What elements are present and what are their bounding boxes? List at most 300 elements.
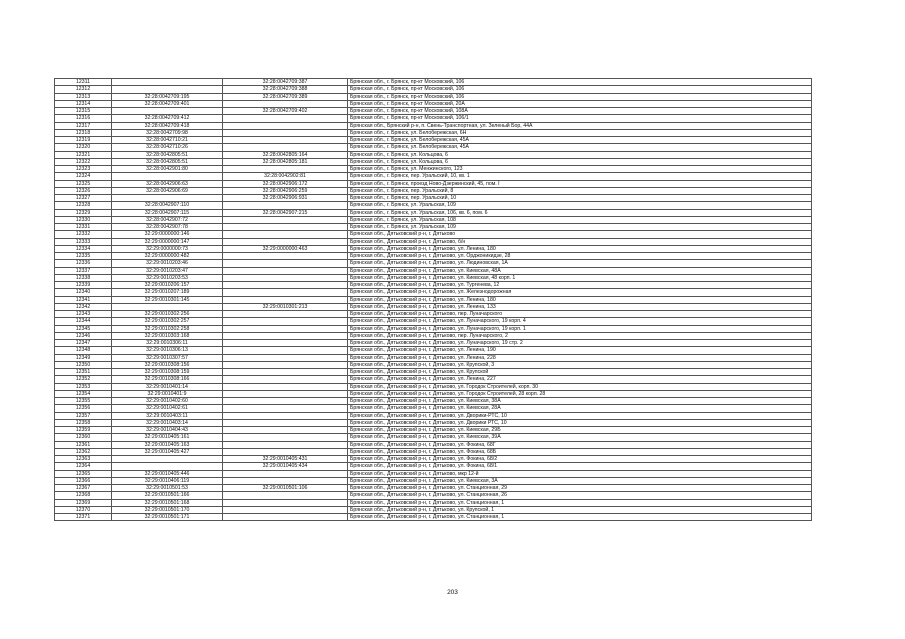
address-cell: Брянская обл., Дятьковский р-н, г. Дятьково, ул. Ленина, 180 bbox=[348, 245, 812, 252]
row-number-cell: 12356 bbox=[55, 405, 112, 412]
cadastral-number-cell: 32:29:0010501:53 bbox=[112, 485, 223, 492]
cadastral-number-cell: 32:29:0010403:11 bbox=[112, 412, 223, 419]
row-number-cell: 12321 bbox=[55, 151, 112, 158]
row-number-cell: 12353 bbox=[55, 383, 112, 390]
address-cell: Брянская обл., Дятьковский р-н, г. Дятьково, ул. Городок Строителей, корп. 30 bbox=[348, 383, 812, 390]
cadastral-number-cell: 32:28:0042710:21 bbox=[112, 137, 223, 144]
table-row bbox=[55, 238, 812, 245]
related-cadastral-number-cell bbox=[223, 325, 348, 332]
cadastral-number-cell bbox=[112, 108, 223, 115]
cadastral-number-cell: 32:29:0010405:446 bbox=[112, 470, 223, 477]
table-row bbox=[55, 245, 812, 252]
table-row bbox=[55, 274, 812, 281]
related-cadastral-number-cell bbox=[223, 383, 348, 390]
related-cadastral-number-cell bbox=[223, 115, 348, 122]
related-cadastral-number-cell bbox=[223, 347, 348, 354]
related-cadastral-number-cell bbox=[223, 289, 348, 296]
table-row bbox=[55, 231, 812, 238]
related-cadastral-number-cell bbox=[223, 412, 348, 419]
table-row bbox=[55, 137, 812, 144]
address-cell: Брянская обл., Дятьковский р-н, г. Дятьково, ул. Ленина, 228 bbox=[348, 354, 812, 361]
cadastral-number-cell: 32:29:0010203:53 bbox=[112, 274, 223, 281]
address-cell: Брянская обл., г. Брянск, пер. Уральский, 10 bbox=[348, 195, 812, 202]
cadastral-number-cell bbox=[112, 463, 223, 470]
row-number-cell: 12368 bbox=[55, 492, 112, 499]
table-row bbox=[55, 129, 812, 136]
related-cadastral-number-cell bbox=[223, 361, 348, 368]
related-cadastral-number-cell bbox=[223, 216, 348, 223]
address-cell: Брянская обл., Брянский р-н, п. Свень-Транспортная, ул. Зеленый Бор, 44А bbox=[348, 122, 812, 129]
row-number-cell: 12339 bbox=[55, 282, 112, 289]
row-number-cell: 12362 bbox=[55, 448, 112, 455]
address-cell: Брянская обл., Дятьковский р-н, г. Дятьково, ул. Дворики РТС, 10 bbox=[348, 419, 812, 426]
row-number-cell: 12330 bbox=[55, 216, 112, 223]
table-row bbox=[55, 151, 812, 158]
cadastral-number-cell: 32:29:0010402:61 bbox=[112, 405, 223, 412]
related-cadastral-number-cell bbox=[223, 144, 348, 151]
row-number-cell: 12318 bbox=[55, 129, 112, 136]
related-cadastral-number-cell: 32:28:0042902:81 bbox=[223, 173, 348, 180]
cadastral-number-cell: 32:29:0010308:159 bbox=[112, 369, 223, 376]
row-number-cell: 12351 bbox=[55, 369, 112, 376]
table-row bbox=[55, 332, 812, 339]
row-number-cell: 12366 bbox=[55, 477, 112, 484]
table-row bbox=[55, 260, 812, 267]
table-row bbox=[55, 463, 812, 470]
cadastral-number-cell: 32:29:0000000:73 bbox=[112, 245, 223, 252]
address-cell: Брянская обл., Дятьковский р-н, г. Дятьково, ул. Луначарского, 19 корп. 4 bbox=[348, 318, 812, 325]
table-row bbox=[55, 456, 812, 463]
row-number-cell: 12355 bbox=[55, 398, 112, 405]
address-cell: Брянская обл., Дятьковский р-н, г. Дятьково, мкр 12-й bbox=[348, 470, 812, 477]
cadastral-number-cell: 32:29:0010207:189 bbox=[112, 289, 223, 296]
address-cell: Брянская обл., Дятьковский р-н, г. Дятьково, ул. Киевская, 48А bbox=[348, 267, 812, 274]
cadastral-number-cell: 32:28:0042709:195 bbox=[112, 93, 223, 100]
address-cell: Брянская обл., Дятьковский р-н, г. Дятьково, ул. Киевская, 39А bbox=[348, 434, 812, 441]
address-cell: Брянская обл., г. Брянск, ул. Уральская, 109 bbox=[348, 202, 812, 209]
cadastral-number-cell: 32:29:0010501:171 bbox=[112, 514, 223, 521]
cadastral-number-cell bbox=[112, 195, 223, 202]
address-cell: Брянская обл., Дятьковский р-н, г. Дятьково, ул. Ленина, 190 bbox=[348, 347, 812, 354]
related-cadastral-number-cell bbox=[223, 100, 348, 107]
address-cell: Брянская обл., Дятьковский р-н, г. Дятьково, ул. Тургенева, 12 bbox=[348, 282, 812, 289]
related-cadastral-number-cell bbox=[223, 340, 348, 347]
related-cadastral-number-cell bbox=[223, 137, 348, 144]
table-row bbox=[55, 369, 812, 376]
address-cell: Брянская обл., Дятьковский р-н, г. Дятьково, ул. Станционная, 1 bbox=[348, 514, 812, 521]
cadastral-number-cell: 32:29:0010206:157 bbox=[112, 282, 223, 289]
table-row bbox=[55, 79, 812, 86]
cadastral-number-cell: 32:29:0000000:146 bbox=[112, 231, 223, 238]
related-cadastral-number-cell bbox=[223, 477, 348, 484]
related-cadastral-number-cell: 32:28:0042709:389 bbox=[223, 93, 348, 100]
cadastral-number-cell: 32:29:0010307:57 bbox=[112, 354, 223, 361]
related-cadastral-number-cell bbox=[223, 506, 348, 513]
table-row bbox=[55, 361, 812, 368]
table-row bbox=[55, 195, 812, 202]
cadastral-number-cell: 32:29:0010501:168 bbox=[112, 499, 223, 506]
cadastral-number-cell: 32:28:0042710:26 bbox=[112, 144, 223, 151]
cadastral-number-cell: 32:29:0010306:13 bbox=[112, 347, 223, 354]
address-cell: Брянская обл., г. Брянск, пр-кт Московский, 20А bbox=[348, 100, 812, 107]
address-cell: Брянская обл., Дятьковский р-н, г. Дятьково, ул. Крупской, 3 bbox=[348, 361, 812, 368]
cadastral-number-cell: 32:29:0010405:427 bbox=[112, 448, 223, 455]
address-cell: Брянская обл., Дятьковский р-н, г. Дятьково, ул. Крупской bbox=[348, 369, 812, 376]
row-number-cell: 12357 bbox=[55, 412, 112, 419]
cadastral-number-cell: 32:28:0042906:69 bbox=[112, 187, 223, 194]
table-row bbox=[55, 470, 812, 477]
row-number-cell: 12360 bbox=[55, 434, 112, 441]
related-cadastral-number-cell: 32:29:0010405:431 bbox=[223, 456, 348, 463]
related-cadastral-number-cell bbox=[223, 448, 348, 455]
table-row bbox=[55, 390, 812, 397]
address-cell: Брянская обл., г. Брянск, пр-кт Московский, 108А bbox=[348, 108, 812, 115]
table-row bbox=[55, 318, 812, 325]
related-cadastral-number-cell bbox=[223, 419, 348, 426]
row-number-cell: 12313 bbox=[55, 93, 112, 100]
related-cadastral-number-cell bbox=[223, 260, 348, 267]
address-cell: Брянская обл., г. Брянск, пр-кт Московский, 106 bbox=[348, 79, 812, 86]
related-cadastral-number-cell bbox=[223, 427, 348, 434]
table-row bbox=[55, 492, 812, 499]
table-row bbox=[55, 202, 812, 209]
address-cell: Брянская обл., Дятьковский р-н, г. Дятьково, ул. Ленина, 180 bbox=[348, 296, 812, 303]
related-cadastral-number-cell bbox=[223, 311, 348, 318]
row-number-cell: 12348 bbox=[55, 347, 112, 354]
related-cadastral-number-cell: 32:28:0042709:387 bbox=[223, 79, 348, 86]
table-row bbox=[55, 376, 812, 383]
table-row bbox=[55, 173, 812, 180]
table-row bbox=[55, 187, 812, 194]
table-row bbox=[55, 282, 812, 289]
table-row bbox=[55, 296, 812, 303]
related-cadastral-number-cell: 32:29:0010405:434 bbox=[223, 463, 348, 470]
row-number-cell: 12325 bbox=[55, 180, 112, 187]
cadastral-number-cell bbox=[112, 173, 223, 180]
related-cadastral-number-cell: 32:28:0042709:388 bbox=[223, 86, 348, 93]
cadastral-number-cell: 32:29:0010501:170 bbox=[112, 506, 223, 513]
related-cadastral-number-cell bbox=[223, 296, 348, 303]
related-cadastral-number-cell bbox=[223, 390, 348, 397]
row-number-cell: 12317 bbox=[55, 122, 112, 129]
address-cell: Брянская обл., Дятьковский р-н, г. Дятьково, ул. Киевская, 38А bbox=[348, 398, 812, 405]
table-row bbox=[55, 289, 812, 296]
table-row bbox=[55, 499, 812, 506]
address-cell: Брянская обл., Дятьковский р-н, г. Дятьково, пер. Луначарского, 2 bbox=[348, 332, 812, 339]
table-row bbox=[55, 122, 812, 129]
row-number-cell: 12338 bbox=[55, 274, 112, 281]
related-cadastral-number-cell bbox=[223, 202, 348, 209]
address-cell: Брянская обл., г. Брянск, ул. Уральская, 106, кв. 6, пом. 6 bbox=[348, 209, 812, 216]
related-cadastral-number-cell: 32:28:0042709:402 bbox=[223, 108, 348, 115]
cadastral-number-cell: 32:28:0042709:401 bbox=[112, 100, 223, 107]
row-number-cell: 12327 bbox=[55, 195, 112, 202]
table-row bbox=[55, 485, 812, 492]
cadastral-number-cell: 32:29:0010401:14 bbox=[112, 383, 223, 390]
related-cadastral-number-cell bbox=[223, 318, 348, 325]
row-number-cell: 12328 bbox=[55, 202, 112, 209]
cadastral-number-cell: 32:28:0042709:418 bbox=[112, 122, 223, 129]
row-number-cell: 12365 bbox=[55, 470, 112, 477]
address-cell: Брянская обл., Дятьковский р-н, г. Дятьково, б/н bbox=[348, 238, 812, 245]
row-number-cell: 12370 bbox=[55, 506, 112, 513]
row-number-cell: 12347 bbox=[55, 340, 112, 347]
address-cell: Брянская обл., Дятьковский р-н, г. Дятьково, ул. Станционная, 26 bbox=[348, 492, 812, 499]
related-cadastral-number-cell: 32:28:0042805:164 bbox=[223, 151, 348, 158]
cadastral-number-cell: 32:29:0010302:257 bbox=[112, 318, 223, 325]
cadastral-number-cell: 32:29:0010404:43 bbox=[112, 427, 223, 434]
table-row bbox=[55, 115, 812, 122]
cadastral-number-cell: 32:29:0010405:163 bbox=[112, 441, 223, 448]
related-cadastral-number-cell: 32:28:0042906:931 bbox=[223, 195, 348, 202]
cadastral-number-cell bbox=[112, 456, 223, 463]
address-cell: Брянская обл., Дятьковский р-н, г. Дятьково, ул. Киевская, 28А bbox=[348, 405, 812, 412]
related-cadastral-number-cell bbox=[223, 441, 348, 448]
table-row bbox=[55, 325, 812, 332]
cadastral-number-cell: 32:29:0000000:482 bbox=[112, 253, 223, 260]
table-row bbox=[55, 427, 812, 434]
cadastral-number-cell: 32:29:0010308:166 bbox=[112, 376, 223, 383]
address-cell: Брянская обл., г. Брянск, ул. Белобережская, 45А bbox=[348, 144, 812, 151]
cadastral-number-cell: 32:29:0010501:166 bbox=[112, 492, 223, 499]
address-cell: Брянская обл., Дятьковский р-н, г. Дятьково, ул. Фокина, 68Б bbox=[348, 448, 812, 455]
cadastral-number-cell bbox=[112, 86, 223, 93]
cadastral-number-cell: 32:29:0010302:256 bbox=[112, 311, 223, 318]
table-row bbox=[55, 166, 812, 173]
cadastral-number-cell: 32:29:0010302:258 bbox=[112, 325, 223, 332]
related-cadastral-number-cell bbox=[223, 224, 348, 231]
row-number-cell: 12335 bbox=[55, 253, 112, 260]
table-row bbox=[55, 209, 812, 216]
address-cell: Брянская обл., г. Брянск, ул. Кольцова, 6 bbox=[348, 151, 812, 158]
related-cadastral-number-cell: 32:28:0042906:172 bbox=[223, 180, 348, 187]
related-cadastral-number-cell bbox=[223, 238, 348, 245]
row-number-cell: 12352 bbox=[55, 376, 112, 383]
row-number-cell: 12364 bbox=[55, 463, 112, 470]
address-cell: Брянская обл., Дятьковский р-н, г. Дятьково, ул. Киевская, 48 корп. 1 bbox=[348, 274, 812, 281]
address-cell: Брянская обл., Дятьковский р-н, г. Дятьково, ул. Ленина, 227 bbox=[348, 376, 812, 383]
address-cell: Брянская обл., Дятьковский р-н, г. Дятьково, ул. Фокина, 68/1 bbox=[348, 463, 812, 470]
address-cell: Брянская обл., Дятьковский р-н, г. Дятьково, ул. Людиновская, 1А bbox=[348, 260, 812, 267]
table-row bbox=[55, 398, 812, 405]
cadastral-number-cell: 32:29:0000000:147 bbox=[112, 238, 223, 245]
cadastral-number-cell: 32:29:0010403:14 bbox=[112, 419, 223, 426]
row-number-cell: 12337 bbox=[55, 267, 112, 274]
related-cadastral-number-cell bbox=[223, 514, 348, 521]
table-row bbox=[55, 354, 812, 361]
table-row bbox=[55, 347, 812, 354]
table-row bbox=[55, 303, 812, 310]
row-number-cell: 12311 bbox=[55, 79, 112, 86]
address-cell: Брянская обл., Дятьковский р-н, г. Дятьково, ул. Городок Строителей, 28 корп. 28 bbox=[348, 390, 812, 397]
row-number-cell: 12329 bbox=[55, 209, 112, 216]
cadastral-number-cell: 32:28:0042805:51 bbox=[112, 151, 223, 158]
cadastral-number-cell: 32:28:0042907:110 bbox=[112, 202, 223, 209]
related-cadastral-number-cell bbox=[223, 253, 348, 260]
address-cell: Брянская обл., Дятьковский р-н, г. Дятьково, ул. Луначарского, 19 стр. 2 bbox=[348, 340, 812, 347]
cadastral-number-cell: 32:29:0010308:156 bbox=[112, 361, 223, 368]
row-number-cell: 12340 bbox=[55, 289, 112, 296]
cadastral-number-cell: 32:28:0042805:51 bbox=[112, 158, 223, 165]
table-row bbox=[55, 158, 812, 165]
cadastral-number-cell: 32:29:0010203:47 bbox=[112, 267, 223, 274]
address-cell: Брянская обл., г. Брянск, ул. Уральская, 109 bbox=[348, 224, 812, 231]
registry-table bbox=[54, 78, 812, 521]
related-cadastral-number-cell: 32:28:0042906:259 bbox=[223, 187, 348, 194]
related-cadastral-number-cell: 32:29:0000000:463 bbox=[223, 245, 348, 252]
address-cell: Брянская обл., Дятьковский р-н, г. Дятьково, ул. Киевская, 29Б bbox=[348, 427, 812, 434]
row-number-cell: 12346 bbox=[55, 332, 112, 339]
related-cadastral-number-cell bbox=[223, 129, 348, 136]
table-row bbox=[55, 93, 812, 100]
address-cell: Брянская обл., Дятьковский р-н, г. Дятьково, ул. Станционная, 29 bbox=[348, 485, 812, 492]
address-cell: Брянская обл., Дятьковский р-н, г. Дятьково, ул. Станционная, 1 bbox=[348, 499, 812, 506]
table-row bbox=[55, 412, 812, 419]
address-cell: Брянская обл., г. Брянск, пр-кт Московский, 106 bbox=[348, 86, 812, 93]
row-number-cell: 12319 bbox=[55, 137, 112, 144]
row-number-cell: 12358 bbox=[55, 419, 112, 426]
related-cadastral-number-cell bbox=[223, 274, 348, 281]
row-number-cell: 12345 bbox=[55, 325, 112, 332]
row-number-cell: 12320 bbox=[55, 144, 112, 151]
row-number-cell: 12343 bbox=[55, 311, 112, 318]
row-number-cell: 12332 bbox=[55, 231, 112, 238]
related-cadastral-number-cell bbox=[223, 405, 348, 412]
related-cadastral-number-cell bbox=[223, 122, 348, 129]
table-row bbox=[55, 383, 812, 390]
table-row bbox=[55, 419, 812, 426]
row-number-cell: 12323 bbox=[55, 166, 112, 173]
cadastral-number-cell: 32:29:0010306:11 bbox=[112, 340, 223, 347]
table-row bbox=[55, 514, 812, 521]
address-cell: Брянская обл., г. Брянск, ул. Белобережская, 45А bbox=[348, 137, 812, 144]
related-cadastral-number-cell bbox=[223, 434, 348, 441]
table-row bbox=[55, 311, 812, 318]
row-number-cell: 12326 bbox=[55, 187, 112, 194]
address-cell: Брянская обл., г. Брянск, ул. Уральская, 108 bbox=[348, 216, 812, 223]
related-cadastral-number-cell bbox=[223, 398, 348, 405]
table-row bbox=[55, 477, 812, 484]
related-cadastral-number-cell: 32:29:0010301:213 bbox=[223, 303, 348, 310]
row-number-cell: 12363 bbox=[55, 456, 112, 463]
related-cadastral-number-cell: 32:28:0042907:215 bbox=[223, 209, 348, 216]
address-cell: Брянская обл., г. Брянск, ул. Менжинского, 123 bbox=[348, 166, 812, 173]
table-row bbox=[55, 224, 812, 231]
row-number-cell: 12331 bbox=[55, 224, 112, 231]
related-cadastral-number-cell bbox=[223, 369, 348, 376]
address-cell: Брянская обл., Дятьковский р-н, г. Дятьково, ул. Дворики-РТС, 10 bbox=[348, 412, 812, 419]
related-cadastral-number-cell bbox=[223, 282, 348, 289]
table-row bbox=[55, 144, 812, 151]
cadastral-number-cell: 32:29:0010401:9 bbox=[112, 390, 223, 397]
row-number-cell: 12361 bbox=[55, 441, 112, 448]
row-number-cell: 12333 bbox=[55, 238, 112, 245]
related-cadastral-number-cell: 32:28:0042805:181 bbox=[223, 158, 348, 165]
cadastral-number-cell: 32:28:0042906:63 bbox=[112, 180, 223, 187]
cadastral-number-cell: 32:28:0042907:78 bbox=[112, 224, 223, 231]
row-number-cell: 12324 bbox=[55, 173, 112, 180]
address-cell: Брянская обл., Дятьковский р-н, г. Дятьково, ул. Фокина, 68Г bbox=[348, 441, 812, 448]
cadastral-number-cell: 32:28:0042907:72 bbox=[112, 216, 223, 223]
table-row bbox=[55, 434, 812, 441]
address-cell: Брянская обл., г. Брянск, пер. Уральский, 8 bbox=[348, 187, 812, 194]
cadastral-number-cell: 32:29:0010402:60 bbox=[112, 398, 223, 405]
address-cell: Брянская обл., г. Брянск, пр-кт Московский, 106/1 bbox=[348, 115, 812, 122]
related-cadastral-number-cell bbox=[223, 499, 348, 506]
related-cadastral-number-cell bbox=[223, 376, 348, 383]
address-cell: Брянская обл., Дятьковский р-н, г. Дятьково, ул. Луначарского, 19 корп. 1 bbox=[348, 325, 812, 332]
row-number-cell: 12316 bbox=[55, 115, 112, 122]
table-row bbox=[55, 86, 812, 93]
address-cell: Брянская обл., Дятьковский р-н, г. Дятьково, ул. Киевская, 3А bbox=[348, 477, 812, 484]
table-row bbox=[55, 267, 812, 274]
address-cell: Брянская обл., г. Брянск, ул. Кольцова, 6 bbox=[348, 158, 812, 165]
row-number-cell: 12314 bbox=[55, 100, 112, 107]
row-number-cell: 12359 bbox=[55, 427, 112, 434]
row-number-cell: 12336 bbox=[55, 260, 112, 267]
cadastral-number-cell: 32:29:0010203:46 bbox=[112, 260, 223, 267]
table-row bbox=[55, 216, 812, 223]
table-body bbox=[55, 79, 812, 521]
cadastral-number-cell: 32:28:0042907:115 bbox=[112, 209, 223, 216]
address-cell: Брянская обл., Дятьковский р-н, г. Дятьково, ул. Орджоникидзе, 28 bbox=[348, 253, 812, 260]
row-number-cell: 12322 bbox=[55, 158, 112, 165]
address-cell: Брянская обл., Дятьковский р-н, г. Дятьково, пер. Луначарского bbox=[348, 311, 812, 318]
row-number-cell: 12371 bbox=[55, 514, 112, 521]
address-cell: Брянская обл., Дятьковский р-н, г. Дятьково bbox=[348, 231, 812, 238]
row-number-cell: 12350 bbox=[55, 361, 112, 368]
cadastral-number-cell: 32:29:0010405:161 bbox=[112, 434, 223, 441]
row-number-cell: 12349 bbox=[55, 354, 112, 361]
related-cadastral-number-cell bbox=[223, 332, 348, 339]
table-row bbox=[55, 108, 812, 115]
row-number-cell: 12341 bbox=[55, 296, 112, 303]
row-number-cell: 12342 bbox=[55, 303, 112, 310]
table-row bbox=[55, 100, 812, 107]
table-row bbox=[55, 448, 812, 455]
address-cell: Брянская обл., Дятьковский р-н, г. Дятьково, ул. Фокина, 68/2 bbox=[348, 456, 812, 463]
row-number-cell: 12315 bbox=[55, 108, 112, 115]
cadastral-number-cell: 32:28:0042901:80 bbox=[112, 166, 223, 173]
address-cell: Брянская обл., г. Брянск, пер. Уральский, 10, кв. 1 bbox=[348, 173, 812, 180]
cadastral-number-cell bbox=[112, 79, 223, 86]
address-cell: Брянская обл., Дятьковский р-н, г. Дятьково, ул. Ленина, 133 bbox=[348, 303, 812, 310]
related-cadastral-number-cell bbox=[223, 470, 348, 477]
related-cadastral-number-cell bbox=[223, 354, 348, 361]
row-number-cell: 12344 bbox=[55, 318, 112, 325]
related-cadastral-number-cell bbox=[223, 492, 348, 499]
address-cell: Брянская обл., г. Брянск, ул. Белобережская, 6Н bbox=[348, 129, 812, 136]
row-number-cell: 12354 bbox=[55, 390, 112, 397]
row-number-cell: 12369 bbox=[55, 499, 112, 506]
cadastral-number-cell bbox=[112, 303, 223, 310]
cadastral-number-cell: 32:29:0010406:119 bbox=[112, 477, 223, 484]
cadastral-number-cell: 32:29:0010303:168 bbox=[112, 332, 223, 339]
related-cadastral-number-cell: 32:29:0010501:106 bbox=[223, 485, 348, 492]
row-number-cell: 12334 bbox=[55, 245, 112, 252]
related-cadastral-number-cell bbox=[223, 166, 348, 173]
address-cell: Брянская обл., г. Брянск, проезд Ново-Дзержинский, 45, пом. I bbox=[348, 180, 812, 187]
table-row bbox=[55, 180, 812, 187]
table-row bbox=[55, 441, 812, 448]
cadastral-number-cell: 32:29:0010301:145 bbox=[112, 296, 223, 303]
row-number-cell: 12312 bbox=[55, 86, 112, 93]
related-cadastral-number-cell bbox=[223, 267, 348, 274]
row-number-cell: 12367 bbox=[55, 485, 112, 492]
cadastral-number-cell: 32:28:0042709:98 bbox=[112, 129, 223, 136]
page-number: 203 bbox=[447, 589, 458, 596]
table-row bbox=[55, 405, 812, 412]
